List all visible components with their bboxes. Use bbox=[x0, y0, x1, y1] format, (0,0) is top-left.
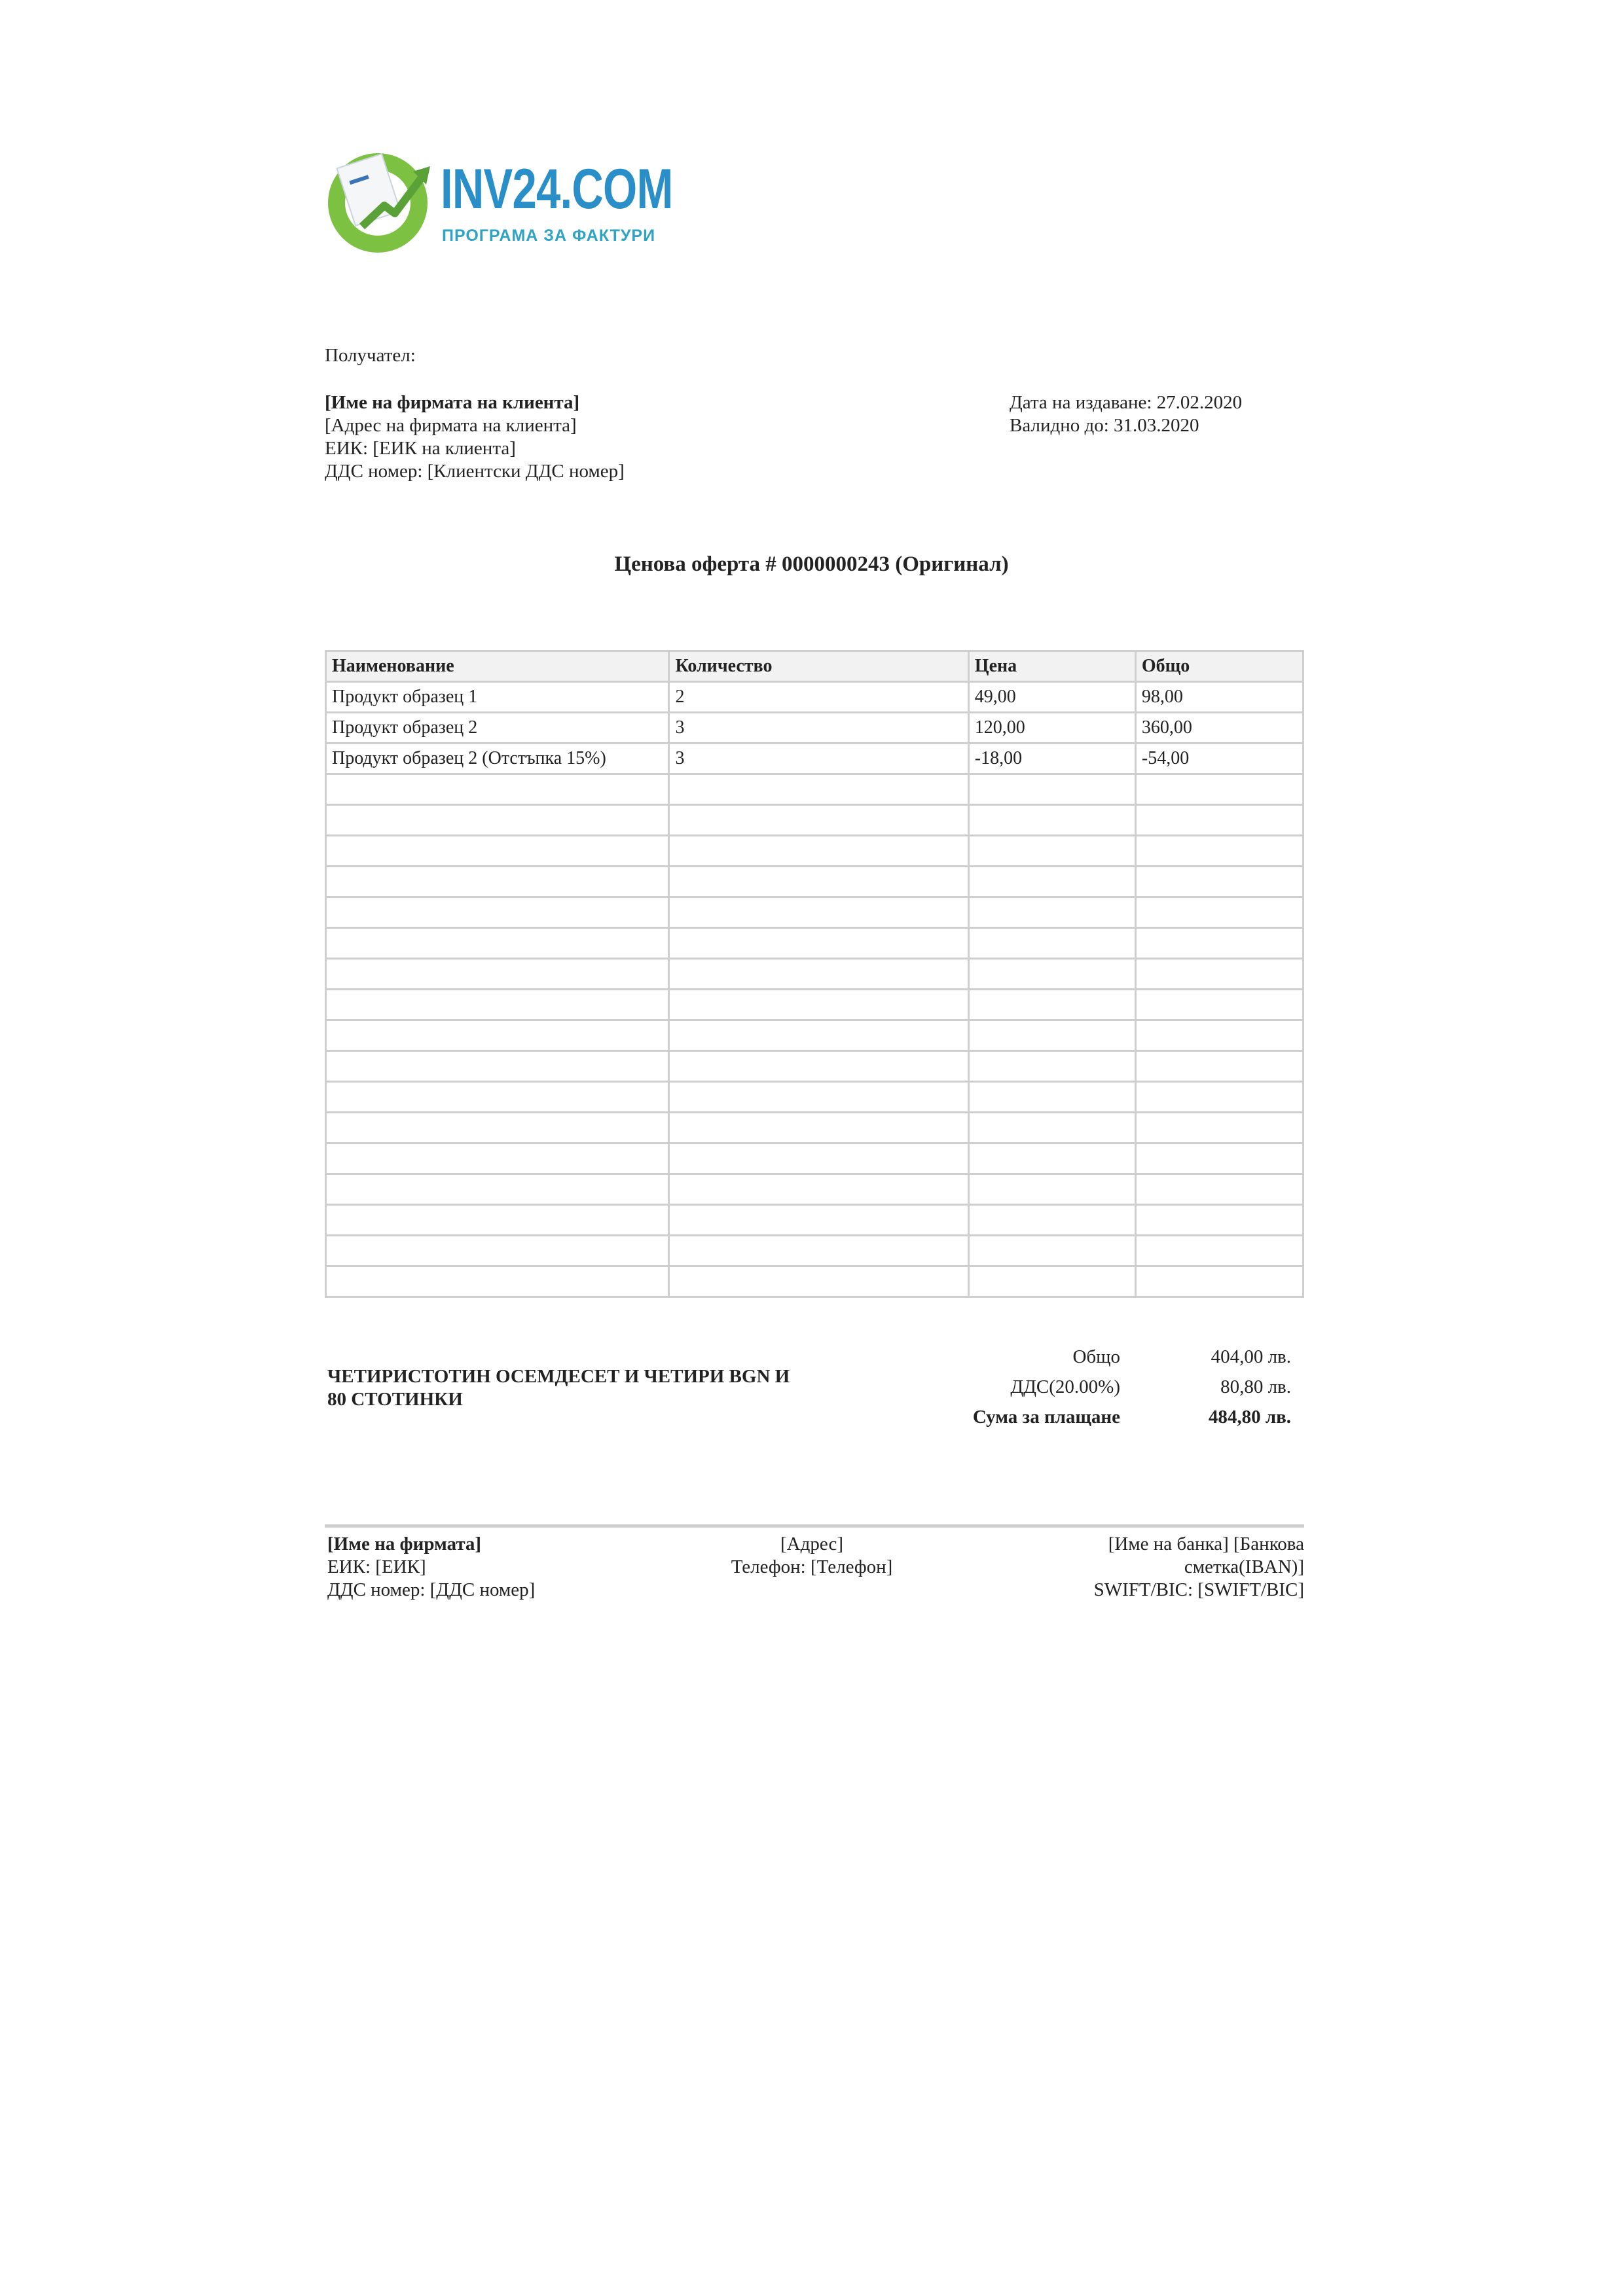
footer-contact-block bbox=[681, 1533, 943, 1579]
empty-cell bbox=[670, 898, 967, 927]
empty-cell bbox=[970, 1236, 1135, 1265]
empty-cell bbox=[970, 836, 1135, 865]
recipient-label: Получател: bbox=[325, 345, 416, 366]
empty-cell bbox=[1137, 898, 1302, 927]
logo-name: INV24.COM bbox=[441, 158, 673, 221]
empty-cell bbox=[1137, 806, 1302, 834]
footer-vat: ДДС номер: [ДДС номер] bbox=[327, 1579, 536, 1600]
header-price: Цена bbox=[970, 652, 1135, 681]
empty-cell bbox=[327, 775, 668, 804]
table-row-empty bbox=[327, 1175, 1302, 1204]
table-row-empty bbox=[327, 867, 1302, 896]
empty-cell bbox=[970, 1113, 1135, 1142]
empty-cell bbox=[1137, 1206, 1302, 1234]
empty-cell bbox=[327, 1021, 668, 1050]
cell-quantity: 3 bbox=[670, 744, 967, 773]
empty-cell bbox=[327, 1052, 668, 1081]
empty-cell bbox=[1137, 990, 1302, 1019]
subtotal-value: 404,00 лв. bbox=[1211, 1346, 1291, 1367]
recipient-vat: ДДС номер: [Клиентски ДДС номер] bbox=[325, 461, 625, 482]
document-title: Ценова оферта # 0000000243 (Оригинал) bbox=[614, 552, 1009, 576]
table-row-empty bbox=[327, 1144, 1302, 1173]
empty-cell bbox=[327, 960, 668, 988]
logo-tagline: ПРОГРАМА ЗА ФАКТУРИ bbox=[442, 226, 656, 245]
footer-bank-line2: сметка(IBAN)] bbox=[1184, 1556, 1304, 1577]
empty-cell bbox=[670, 1113, 967, 1142]
empty-cell bbox=[970, 990, 1135, 1019]
table-row bbox=[327, 683, 1302, 711]
empty-cell bbox=[1137, 960, 1302, 988]
empty-cell bbox=[670, 929, 967, 958]
table-row-empty bbox=[327, 1021, 1302, 1050]
vat-label: ДДС(20.00%) bbox=[1010, 1376, 1120, 1397]
cell-total: -54,00 bbox=[1137, 744, 1302, 773]
empty-cell bbox=[1137, 775, 1302, 804]
header-quantity: Количество bbox=[670, 652, 967, 681]
dates-block bbox=[1010, 391, 1242, 437]
table-row-empty bbox=[327, 929, 1302, 958]
vat-value: 80,80 лв. bbox=[1220, 1376, 1291, 1397]
empty-cell bbox=[1137, 1021, 1302, 1050]
cell-name: Продукт образец 1 bbox=[327, 683, 668, 711]
empty-cell bbox=[670, 1021, 967, 1050]
empty-cell bbox=[327, 867, 668, 896]
empty-cell bbox=[327, 898, 668, 927]
footer-bank-block bbox=[1094, 1533, 1304, 1602]
recipient-block bbox=[325, 391, 625, 483]
empty-cell bbox=[1137, 1236, 1302, 1265]
empty-cell bbox=[1137, 1113, 1302, 1142]
table-row-empty bbox=[327, 836, 1302, 865]
logo-icon bbox=[324, 143, 435, 254]
empty-cell bbox=[670, 806, 967, 834]
empty-cell bbox=[970, 867, 1135, 896]
table-row-empty bbox=[327, 960, 1302, 988]
empty-cell bbox=[327, 1206, 668, 1234]
cell-quantity: 3 bbox=[670, 713, 967, 742]
empty-cell bbox=[670, 775, 967, 804]
footer-eik: ЕИК: [ЕИК] bbox=[327, 1556, 426, 1577]
cell-total: 360,00 bbox=[1137, 713, 1302, 742]
empty-cell bbox=[970, 1052, 1135, 1081]
footer-phone: Телефон: [Телефон] bbox=[731, 1556, 893, 1577]
empty-cell bbox=[1137, 1144, 1302, 1173]
empty-cell bbox=[1137, 1052, 1302, 1081]
recipient-eik: ЕИК: [ЕИК на клиента] bbox=[325, 438, 516, 459]
empty-cell bbox=[327, 929, 668, 958]
empty-cell bbox=[670, 1206, 967, 1234]
table-row bbox=[327, 744, 1302, 773]
recipient-company: [Име на фирмата на клиента] bbox=[325, 392, 580, 413]
empty-cell bbox=[670, 836, 967, 865]
empty-cell bbox=[670, 1175, 967, 1204]
empty-cell bbox=[970, 929, 1135, 958]
subtotal-label: Общо bbox=[1072, 1346, 1120, 1367]
amount-words-line2: 80 СТОТИНКИ bbox=[327, 1389, 463, 1410]
amount-in-words bbox=[327, 1365, 790, 1411]
valid-date: Валидно до: 31.03.2020 bbox=[1010, 415, 1199, 436]
empty-cell bbox=[670, 960, 967, 988]
table-row-empty bbox=[327, 1236, 1302, 1265]
empty-cell bbox=[1137, 929, 1302, 958]
amount-due-value: 484,80 лв. bbox=[1208, 1407, 1291, 1427]
empty-cell bbox=[327, 1175, 668, 1204]
cell-price: -18,00 bbox=[970, 744, 1135, 773]
empty-cell bbox=[970, 960, 1135, 988]
cell-quantity: 2 bbox=[670, 683, 967, 711]
empty-cell bbox=[970, 1175, 1135, 1204]
empty-cell bbox=[970, 1021, 1135, 1050]
empty-cell bbox=[327, 1083, 668, 1111]
table-row-empty bbox=[327, 990, 1302, 1019]
issue-date: Дата на издаване: 27.02.2020 bbox=[1010, 392, 1243, 413]
empty-cell bbox=[327, 1113, 668, 1142]
cell-price: 120,00 bbox=[970, 713, 1135, 742]
header-total: Общо bbox=[1137, 652, 1302, 681]
empty-cell bbox=[670, 1052, 967, 1081]
empty-cell bbox=[970, 1206, 1135, 1234]
table-row-empty bbox=[327, 1267, 1302, 1296]
table-row-empty bbox=[327, 1206, 1302, 1234]
footer-divider bbox=[325, 1524, 1304, 1528]
empty-cell bbox=[1137, 1175, 1302, 1204]
empty-cell bbox=[327, 806, 668, 834]
empty-cell bbox=[670, 867, 967, 896]
table-row-empty bbox=[327, 1052, 1302, 1081]
cell-total: 98,00 bbox=[1137, 683, 1302, 711]
header-name: Наименование bbox=[327, 652, 668, 681]
empty-cell bbox=[670, 990, 967, 1019]
table-row-empty bbox=[327, 1083, 1302, 1111]
footer-bank-line1: [Име на банка] [Банкова bbox=[1108, 1534, 1304, 1554]
empty-cell bbox=[327, 836, 668, 865]
empty-cell bbox=[1137, 836, 1302, 865]
amount-words-line1: ЧЕТИРИСТОТИН ОСЕМДЕСЕТ И ЧЕТИРИ BGN И bbox=[327, 1366, 790, 1387]
footer-address: [Адрес] bbox=[780, 1534, 843, 1554]
empty-cell bbox=[1137, 1267, 1302, 1296]
empty-cell bbox=[327, 1236, 668, 1265]
recipient-address: [Адрес на фирмата на клиента] bbox=[325, 415, 577, 436]
footer-swift: SWIFT/BIC: [SWIFT/BIC] bbox=[1093, 1579, 1304, 1600]
table-row-empty bbox=[327, 1113, 1302, 1142]
empty-cell bbox=[670, 1267, 967, 1296]
empty-cell bbox=[970, 806, 1135, 834]
empty-cell bbox=[970, 1144, 1135, 1173]
cell-name: Продукт образец 2 bbox=[327, 713, 668, 742]
empty-cell bbox=[970, 1267, 1135, 1296]
table-row-empty bbox=[327, 806, 1302, 834]
footer-company: [Име на фирмата] bbox=[327, 1534, 482, 1554]
table-row-empty bbox=[327, 898, 1302, 927]
company-logo bbox=[324, 143, 673, 264]
empty-cell bbox=[970, 1083, 1135, 1111]
table-row-empty bbox=[327, 775, 1302, 804]
empty-cell bbox=[670, 1144, 967, 1173]
empty-cell bbox=[670, 1236, 967, 1265]
table-header-row bbox=[327, 652, 1302, 681]
empty-cell bbox=[1137, 867, 1302, 896]
empty-cell bbox=[970, 898, 1135, 927]
empty-cell bbox=[970, 775, 1135, 804]
empty-cell bbox=[327, 990, 668, 1019]
empty-cell bbox=[1137, 1083, 1302, 1111]
empty-cell bbox=[327, 1144, 668, 1173]
table-row bbox=[327, 713, 1302, 742]
footer-company-block bbox=[327, 1533, 535, 1602]
cell-name: Продукт образец 2 (Отстъпка 15%) bbox=[327, 744, 668, 773]
empty-cell bbox=[670, 1083, 967, 1111]
empty-cell bbox=[327, 1267, 668, 1296]
items-table bbox=[325, 650, 1304, 1298]
amount-due-label: Сума за плащане bbox=[972, 1407, 1120, 1427]
cell-price: 49,00 bbox=[970, 683, 1135, 711]
